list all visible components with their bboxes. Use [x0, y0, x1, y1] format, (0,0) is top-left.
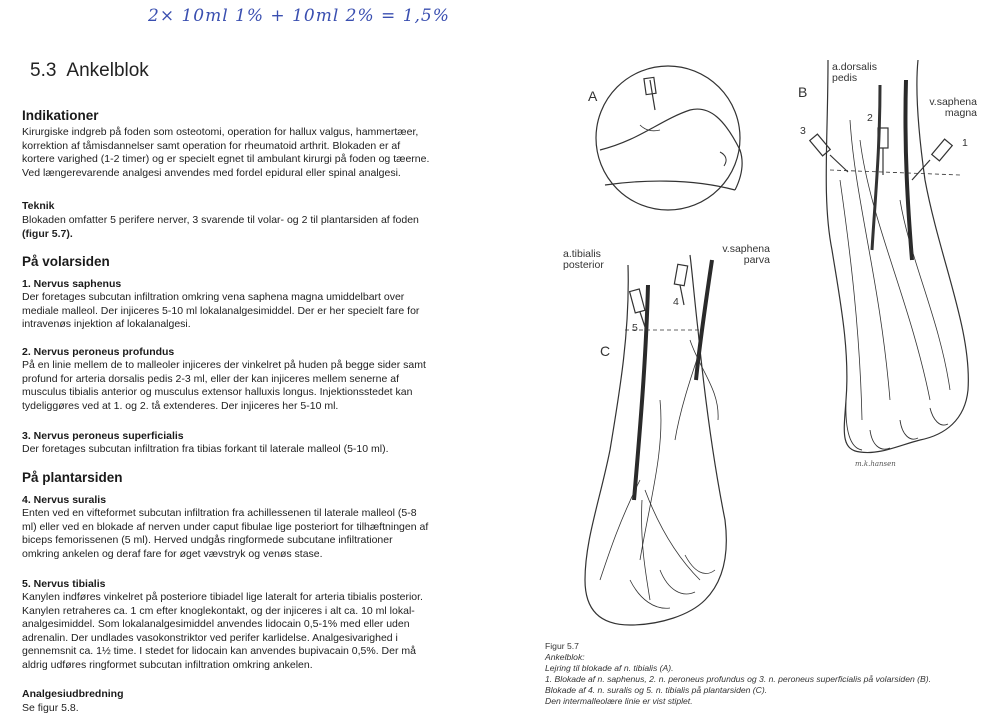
label-nerve-1: 1: [962, 137, 968, 149]
caption-line: 1. Blokade af n. saphenus, 2. n. peroneus profundus og 3. n. peroneus superficialis på volarsiden (B).: [545, 674, 932, 684]
section-number: 5.3: [30, 60, 57, 81]
indikationer-paragraph: Kirurgiske indgreb på foden som osteotomi, operation for hallux valgus, hammertæer, korrektion af tåmisdannelser samt operation for rheumatoid arthrit. Blokaden er af kortere varighed (1-2 timer) og er specielt egnet til ambulant kirurgi på foden og tæerne. Ved længerevarende analgesi anvendes med fordel epidural eller spinal analgesi.: [22, 126, 430, 179]
figure-a-syringe: [644, 77, 656, 94]
n5-paragraph: Kanylen indføres vinkelret på posteriore tibiadel lige lateralt for arteria tibialis posterior. Kanylen retraheres ca. 1 cm efter knoglekontakt, og der injiceres i alt ca. 10 ml lokal- analgesimiddel. Som lokalanalgesimiddel anvendes lidocain 0,5-1% med eller uden adrenalin. Der undlades vasokonstriktor ved perifer karlidelse. Analgesivarighed i gennemsnit ca. 1½ time. I stedet for lidocain kan anvendes bupivacain 0,5%. Der må aldrig udføres ringformet subcutan infiltration omkring ankelen.: [22, 591, 423, 671]
caption-line: Den intermalleolære linie er vist stiplet.: [545, 696, 693, 706]
figure-c-artery: [634, 285, 648, 500]
figure-a-table: [605, 181, 735, 190]
teknik-paragraph: Blokaden omfatter 5 perifere nerver, 3 svarende til volar- og 2 til plantarsiden af foden (figur 5.7).: [22, 214, 419, 240]
label-nerve-5: 5: [632, 322, 638, 334]
caption-line: Ankelblok:: [545, 652, 585, 662]
n3-paragraph: Der foretages subcutan infiltration fra tibias forkant til laterale malleol (5-10 ml).: [22, 443, 389, 455]
indikationer-heading: Indikationer: [22, 108, 99, 123]
figure-letter-a: A: [588, 88, 598, 104]
figure-b-syringe-1: [912, 139, 952, 180]
n4-heading: 4. Nervus suralis: [22, 494, 107, 506]
label-nerve-4: 4: [673, 296, 679, 308]
figure-letter-b: B: [798, 84, 808, 100]
teknik-heading: Teknik: [22, 200, 55, 212]
analgesi-text: Se figur 5.8.: [22, 702, 79, 714]
handwritten-note: 2× 10ml 1% + 10ml 2% = 1,5%: [148, 6, 450, 26]
n2-heading: 2. Nervus peroneus profundus: [22, 346, 175, 358]
label-saphena-parva: v.saphena parva: [722, 243, 770, 266]
figure-a-foot: [600, 109, 742, 190]
figure-c-vein: [696, 260, 712, 380]
label-tibialis-posterior: a.tibialis posterior: [563, 248, 604, 271]
n4-paragraph: Enten ved en vifteformet subcutan infiltration fra achillessenen til laterale malleol (5-8 ml) eller ved en blokade af nerven under caput fibulae lige posteriort for tilhæftningen af biceps femorissenen (5 ml). Herved undgås ringformede subcutane infiltrationer omkring ankelen og deraf fare for øget vævstryk og venøs stase.: [22, 507, 429, 560]
volar-heading: På volarsiden: [22, 254, 110, 269]
figure-letter-c: C: [600, 343, 611, 359]
figure-b-syringe-3: [810, 134, 848, 172]
n3-heading: 3. Nervus peroneus superficialis: [22, 430, 184, 442]
caption-line: Blokade af 4. n. suralis og 5. n. tibialis på plantarsiden (C).: [545, 685, 768, 695]
label-dorsalis-pedis: a.dorsalis pedis: [832, 61, 877, 84]
n5-heading: 5. Nervus tibialis: [22, 578, 106, 590]
section-name: Ankelblok: [66, 60, 149, 81]
illustrator-signature: m.k.hansen: [855, 460, 896, 468]
figure-a-circle: [596, 66, 740, 210]
figure-b-artery: [872, 85, 880, 250]
analgesi-heading: Analgesiudbredning: [22, 688, 124, 700]
label-saphena-magna: v.saphena magna: [929, 96, 977, 119]
caption-title: Figur 5.7: [545, 641, 579, 651]
plantar-heading: På plantarsiden: [22, 470, 123, 485]
n2-paragraph: På en linie mellem de to malleoler injiceres der vinkelret på huden på begge sider samt profund for arteria dorsalis pedis 2-3 ml, eller der kan injiceres mellem senerne af musculus tibialis anterior og musculus extensor halluxis longus. Injektionsstedet kan tydeliggøres ved at 1. og 2. tå extenderes. Der injiceres her 5-10 ml.: [22, 359, 426, 412]
label-nerve-2: 2: [867, 112, 873, 124]
figure-caption: [545, 641, 995, 707]
n1-paragraph: Der foretages subcutan infiltration omkring vena saphena magna umiddelbart over mediale malleol. Der injiceres 5-10 ml lokalanalgesimiddel. Der er her specielt fare for intravenøs injektion af lokalanalgesi.: [22, 291, 420, 331]
label-nerve-3: 3: [800, 125, 806, 137]
caption-line: Lejring til blokade af n. tibialis (A).: [545, 663, 674, 673]
n1-heading: 1. Nervus saphenus: [22, 278, 122, 290]
